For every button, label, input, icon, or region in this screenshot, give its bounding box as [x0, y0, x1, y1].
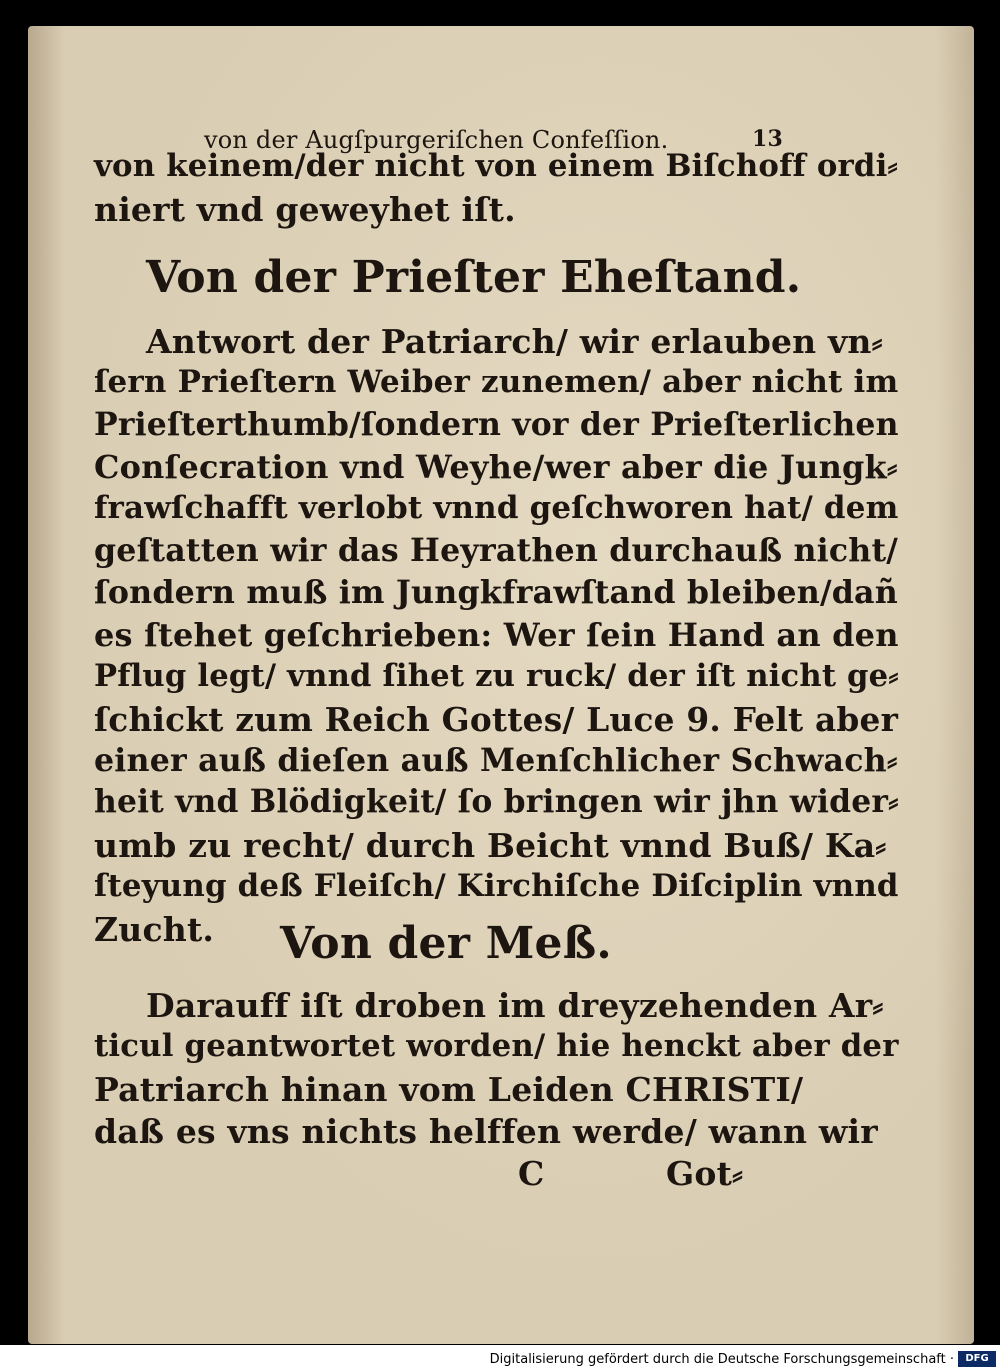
- catchword: Got⸗: [666, 1154, 744, 1193]
- text-line-11: Pflug legt/ vnnd ſihet zu ruck/ der iſt nicht ge⸗: [94, 658, 899, 694]
- digitization-footer: [0, 1345, 1000, 1371]
- text-line-15: umb zu recht/ durch Beicht vnnd Buß/ Ka⸗: [94, 826, 887, 865]
- paper-sheet: [28, 26, 974, 1344]
- footer-credit-text: Digitalisierung gefördert durch die Deutsche Forschungsgemeinschaft ·: [489, 1352, 954, 1367]
- page-number: 13: [752, 126, 784, 152]
- text-line-2: niert vnd geweyhet iſt.: [94, 190, 516, 229]
- text-line-9: ſondern muß im Jungkfrawſtand bleiben/dañ: [94, 574, 898, 611]
- text-line-6: Conſecration vnd Weyhe/wer aber die Jungk⸗: [94, 448, 898, 486]
- text-line-8: geſtatten wir das Heyrathen durchauß nicht/: [94, 532, 899, 569]
- signature-mark: C: [518, 1154, 545, 1193]
- text-line-19: ticul geantwortet worden/ hie henckt aber der: [94, 1028, 899, 1064]
- running-head: von der Augſpurgeriſchen Confeſſion.: [204, 126, 669, 154]
- section-heading-priests-marriage: Von der Prieſter Eheſtand.: [146, 252, 802, 303]
- text-line-7: frawſchafft verlobt vnnd geſchworen hat/ dem: [94, 490, 899, 526]
- text-line-4: ſern Prieſtern Weiber zunemen/ aber nicht im: [94, 364, 899, 400]
- text-line-20: Patriarch hinan vom Leiden CHRISTI/: [94, 1070, 804, 1109]
- text-line-18: Darauff iſt droben im dreyzehenden Ar⸗: [146, 986, 884, 1025]
- text-line-10: es ſtehet geſchrieben: Wer ſein Hand an den: [94, 616, 899, 654]
- text-line-21: daß es vns nichts helffen werde/ wann wir: [94, 1112, 878, 1151]
- text-line-17: Zucht.: [94, 910, 215, 949]
- text-line-3: Antwort der Patriarch/ wir erlauben vn⸗: [146, 322, 883, 361]
- text-line-14: heit vnd Blödigkeit/ ſo bringen wir jhn wider⸗: [94, 784, 899, 820]
- text-line-13: einer auß dieſen auß Menſchlicher Schwach⸗: [94, 742, 898, 779]
- text-line-12: ſchickt zum Reich Gottes/ Luce 9. Felt aber: [94, 700, 899, 739]
- section-heading-mass: Von der Meß.: [280, 918, 612, 969]
- text-line-5: Prieſterthumb/ſondern vor der Prieſterlichen: [94, 406, 899, 443]
- text-line-1: von keinem/der nicht von einem Biſchoff ordi⸗: [94, 148, 898, 184]
- text-line-16: ſteyung deß Fleiſch/ Kirchiſche Diſciplin vnnd: [94, 868, 899, 904]
- dfg-logo: DFG: [958, 1351, 996, 1367]
